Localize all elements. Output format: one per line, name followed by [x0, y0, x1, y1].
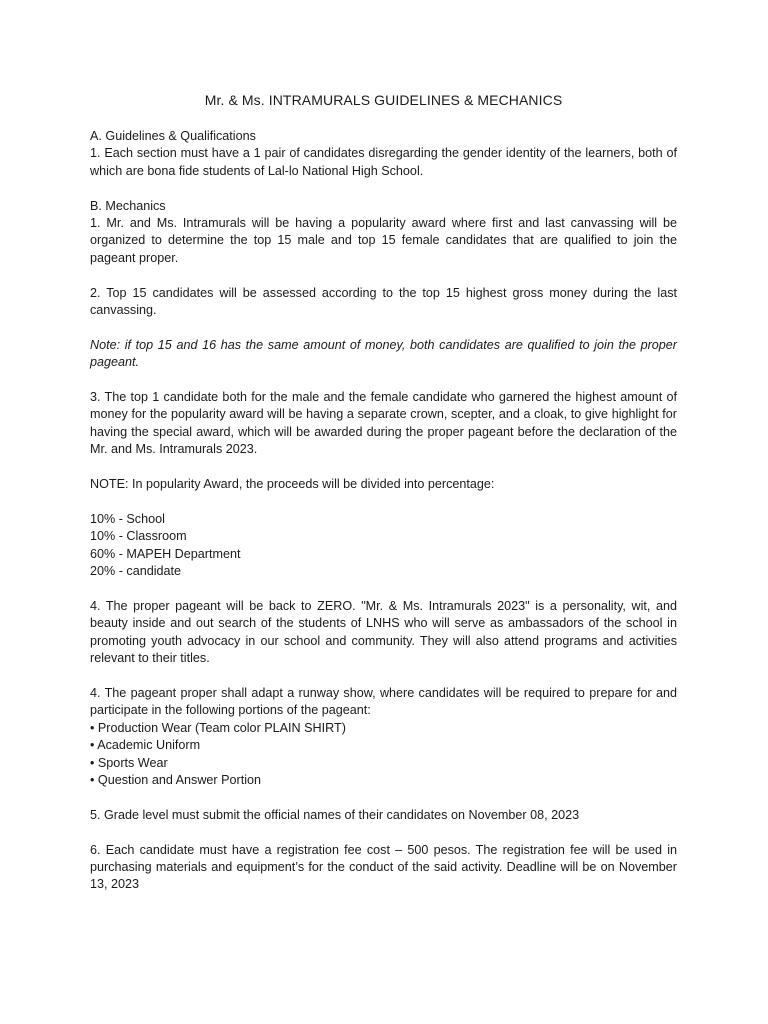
- percentage-item: 10% - Classroom: [90, 529, 187, 544]
- portion-item: • Production Wear (Team color PLAIN SHIRT): [90, 720, 346, 735]
- spacer: [90, 580, 677, 597]
- spacer: [90, 267, 677, 284]
- section-b-item-6: 6. Each candidate must have a registration fee cost – 500 pesos. The registration fee will be used in purchasing materials and equipment’s for the conduct of the said activity. Deadline will be on November 13, 2023: [90, 842, 677, 892]
- section-b-item-4b: 4. The pageant proper shall adapt a runway show, where candidates will be required to prepare for and participate in the following portions of the pageant:: [90, 685, 677, 718]
- percentage-list: [90, 511, 677, 581]
- section-b-item-2: 2. Top 15 candidates will be assessed according to the top 15 highest gross money during the last canvassing.: [90, 285, 677, 318]
- spacer: [90, 319, 677, 336]
- section-b-item-3: 3. The top 1 candidate both for the male and the female candidate who garnered the highest amount of money for the popularity award will be having a separate crown, scepter, and a cloak, to give highlight for having the special award, which will be awarded during the proper pageant before the declaration of the Mr. and Ms. Intramurals 2023.: [90, 390, 677, 457]
- spacer: [90, 180, 677, 197]
- percentage-item: 10% - School: [90, 511, 165, 526]
- portion-item: • Academic Uniform: [90, 738, 201, 753]
- section-b-item-5: 5. Grade level must submit the official names of their candidates on November 08, 2023: [90, 807, 580, 822]
- spacer: [90, 667, 677, 684]
- spacer: [90, 493, 677, 510]
- spacer: [90, 789, 677, 806]
- spacer: [90, 824, 677, 841]
- percentage-item: 60% - MAPEH Department: [90, 546, 241, 561]
- section-a-item-1: 1. Each section must have a 1 pair of candidates disregarding the gender identity of the learners, both of which are bona fide students of Lal-lo National High School.: [90, 146, 677, 178]
- spacer: [90, 459, 677, 476]
- portion-item: • Question and Answer Portion: [90, 772, 262, 787]
- section-b-item-4a: 4. The proper pageant will be back to ZERO. "Mr. & Ms. Intramurals 2023" is a personality, wit, and beauty inside and out search of the students of LNHS who will serve as ambassadors of the school in promoting youth advocacy in our school and community. They will also attend programs and activities relevant to their titles.: [90, 598, 677, 666]
- percentage-item: 20% - candidate: [90, 564, 182, 579]
- document-page: [90, 90, 677, 894]
- portions-list: [90, 720, 677, 790]
- portion-item: • Sports Wear: [90, 755, 168, 770]
- section-b-heading: B. Mechanics: [90, 198, 166, 213]
- section-a-heading: A. Guidelines & Qualifications: [90, 129, 256, 143]
- proceeds-note: NOTE: In popularity Award, the proceeds will be divided into percentage:: [90, 477, 495, 492]
- document-title: Mr. & Ms. INTRAMURALS GUIDELINES & MECHANICS: [204, 92, 563, 108]
- tie-note: Note: if top 15 and 16 has the same amount of money, both candidates are qualified to join the proper pageant.: [90, 337, 677, 370]
- spacer: [90, 372, 677, 389]
- section-b-item-1: 1. Mr. and Ms. Intramurals will be having a popularity award where first and last canvassing will be organized to determine the top 15 male and top 15 female candidates that are qualified to join the pageant proper.: [90, 216, 677, 265]
